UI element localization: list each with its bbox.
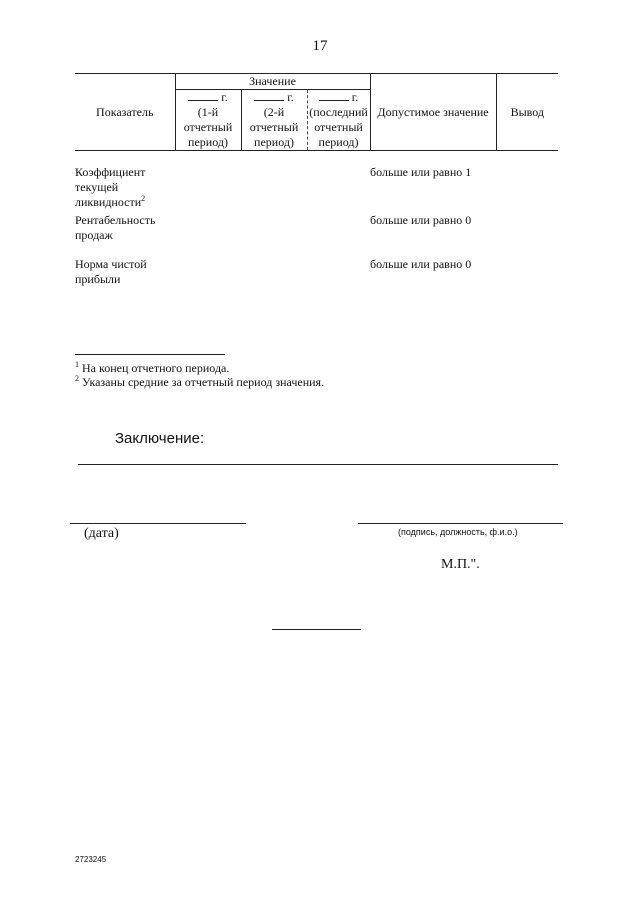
indicators-table [75, 73, 558, 297]
conclusion-line [78, 464, 558, 465]
row-sales-profitability-allowed: больше или равно 0 [370, 212, 472, 227]
date-line [70, 523, 246, 524]
header-indicator: Показатель [75, 74, 175, 151]
row-current-liquidity-allowed: больше или равно 1 [370, 165, 472, 179]
header-period-2: г. (2-й отчетный период) [241, 90, 307, 151]
row-sales-profitability-name: Рентабельность продаж [75, 212, 156, 242]
row-net-margin-name: Норма чистой прибыли [75, 256, 147, 286]
footnote-separator [75, 354, 225, 355]
date-label: (дата) [84, 526, 119, 541]
header-period-1: г. (1-й отчетный период) [175, 90, 241, 151]
footnote-1: $^1$ На конец отчетного периода. [75, 360, 230, 375]
page-number: 17 [312, 38, 328, 54]
conclusion-label: Заключение: [115, 430, 205, 447]
stamp-label: М.П.". [441, 557, 480, 572]
footnote-2: $^2$ Указаны средние за отчетный период значения. [75, 374, 325, 389]
signature-line [358, 523, 563, 524]
row-current-liquidity-name: Коэффициент текущей ликвидности$^2$ [75, 165, 146, 209]
header-conclusion: Вывод [496, 74, 558, 151]
header-allowed-value: Допустимое значение [370, 74, 496, 151]
end-line [272, 629, 361, 630]
document-code: 2723245 [75, 855, 107, 864]
header-period-last: г. (последний отчетный период) [307, 90, 370, 151]
signature-label: (подпись, должность, ф.и.о.) [398, 527, 518, 537]
row-net-margin-allowed: больше или равно 0 [370, 256, 472, 271]
header-value-group: Значение [175, 74, 370, 90]
